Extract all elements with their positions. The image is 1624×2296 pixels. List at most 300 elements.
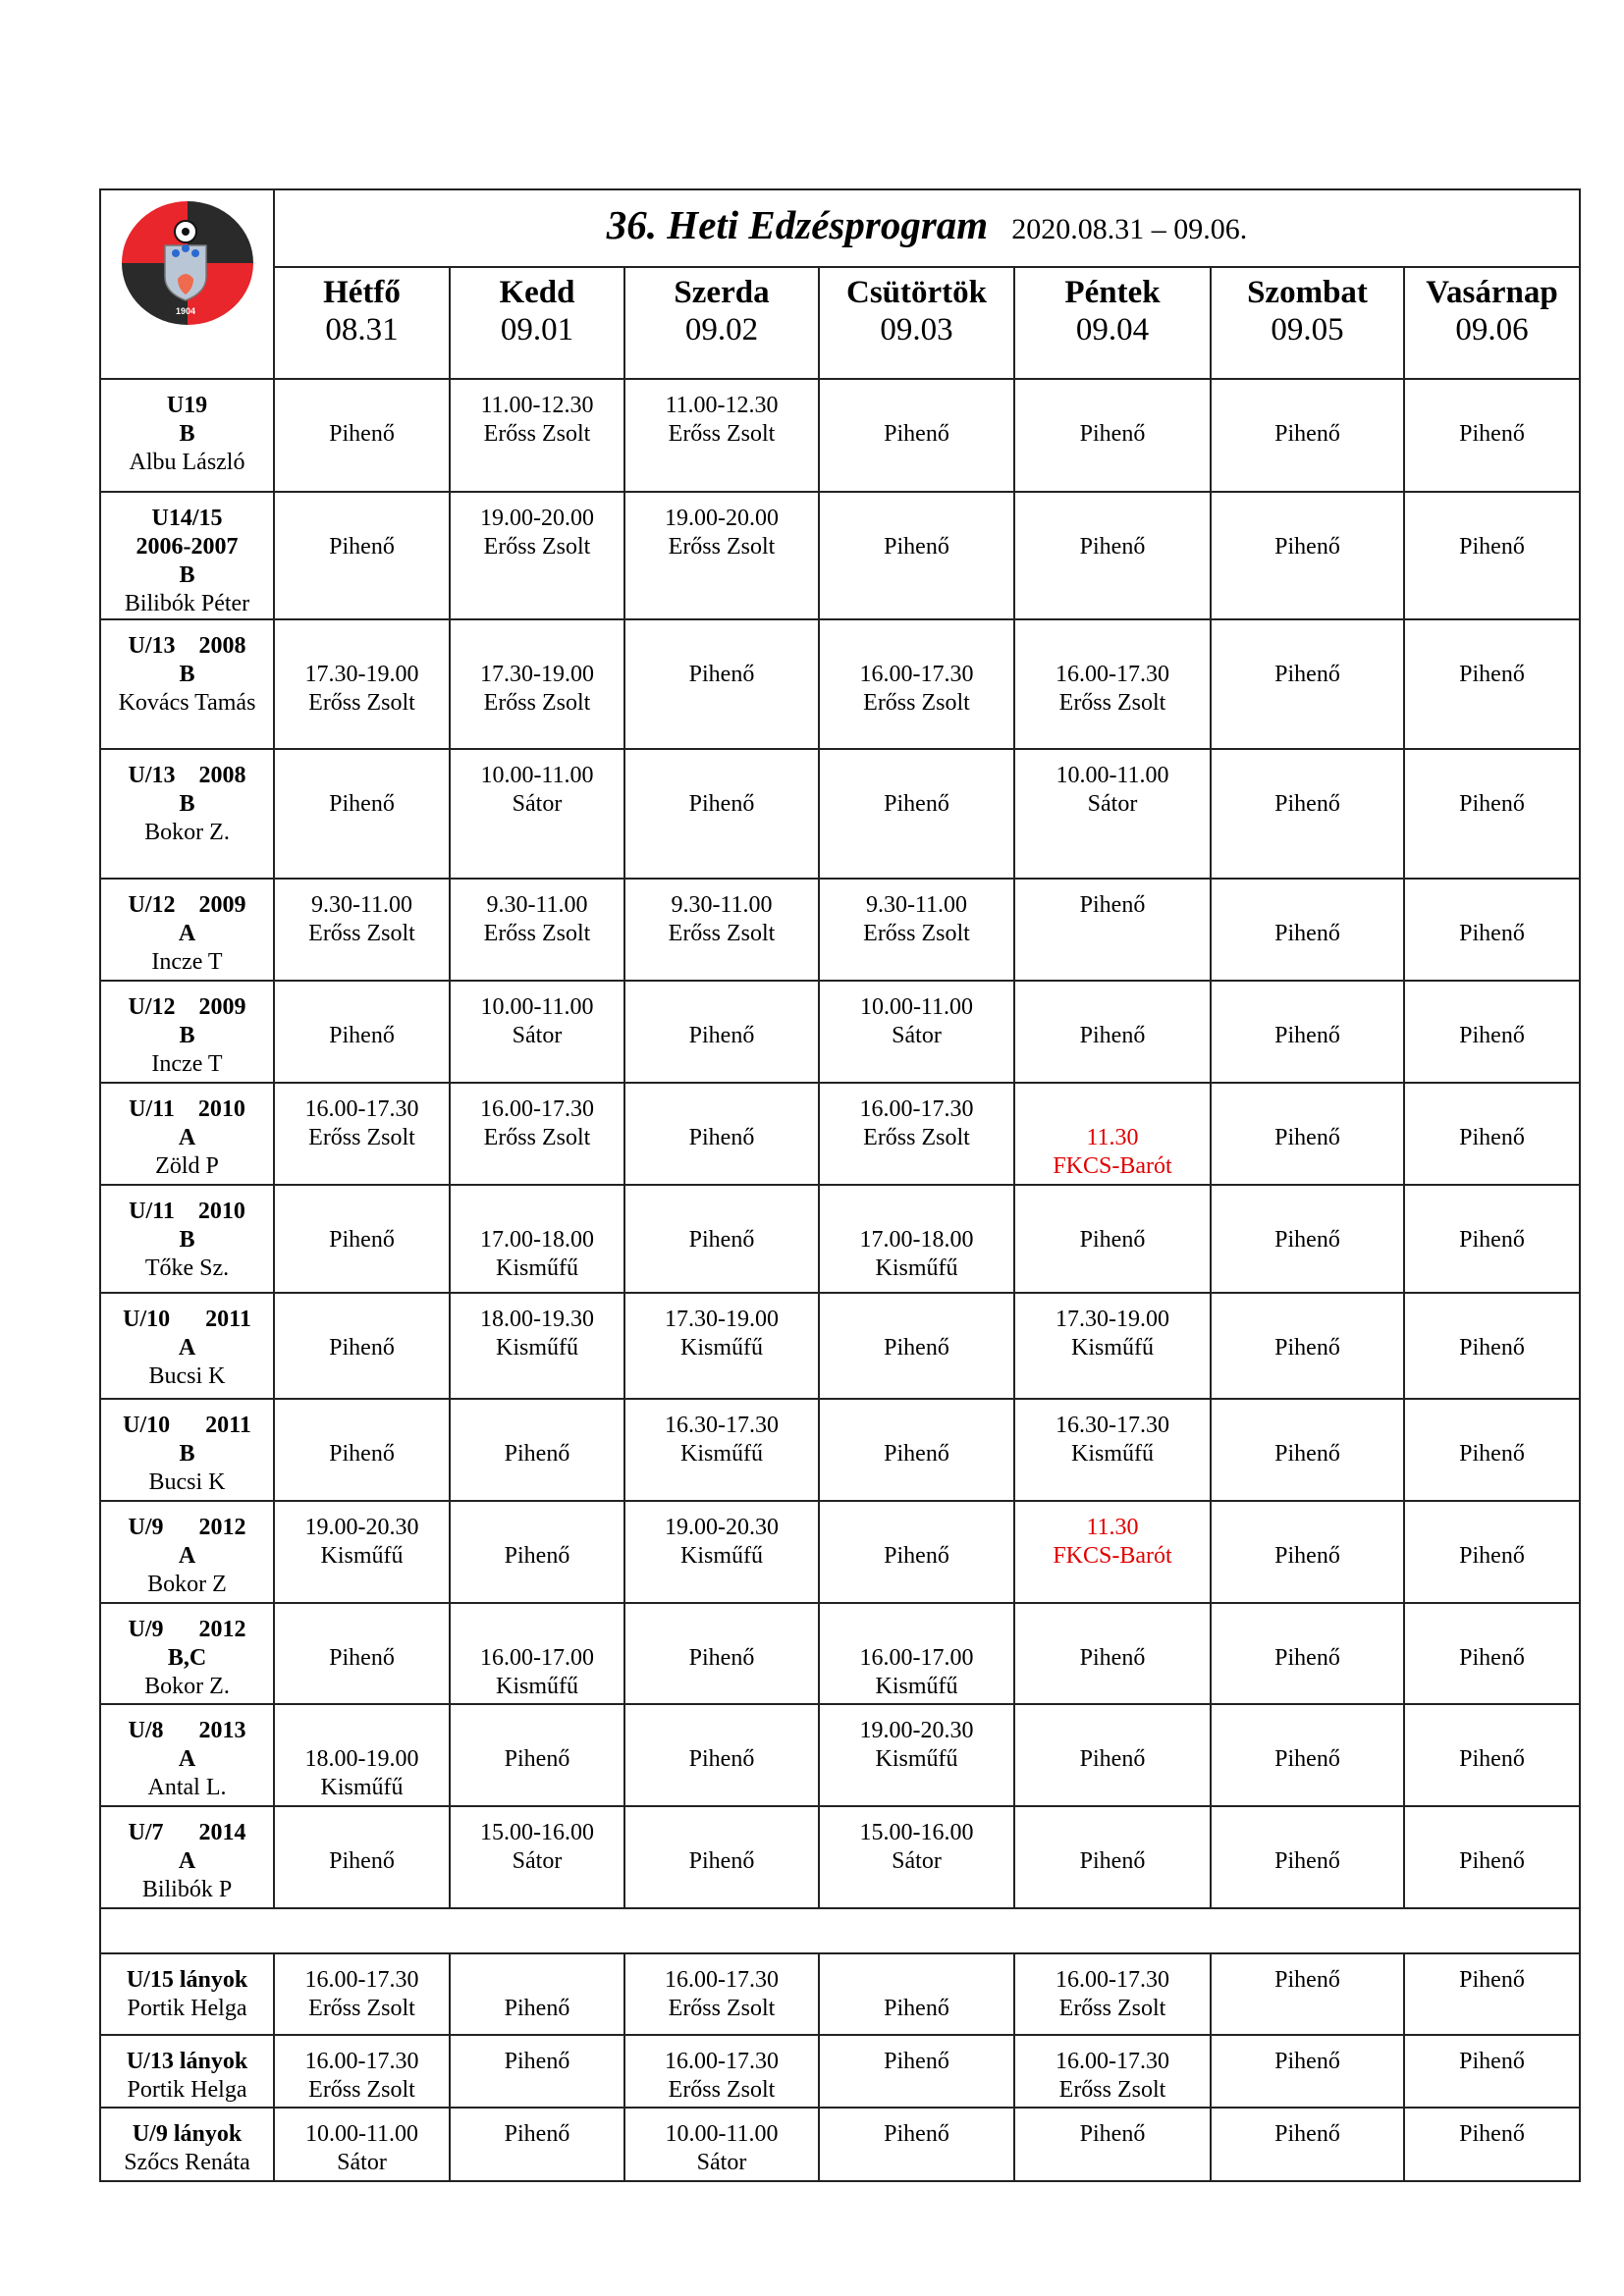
schedule-cell — [450, 492, 624, 619]
schedule-cell — [1014, 619, 1211, 749]
schedule-cell — [1211, 1603, 1404, 1704]
day-name: Hétfő — [323, 275, 401, 310]
coach-name: Incze T — [151, 1051, 223, 1077]
schedule-cell — [819, 1293, 1014, 1399]
team-row — [100, 749, 1580, 879]
team-label — [100, 1603, 274, 1704]
session-time: 10.00-11.00 — [480, 763, 594, 788]
session-place: Kisműfű — [875, 1255, 958, 1281]
session-time: Pihenő — [884, 1441, 949, 1467]
schedule-cell — [274, 981, 450, 1083]
session-time: 17.30-19.00 — [304, 662, 419, 687]
session-time: 16.00-17.30 — [1056, 1967, 1169, 1993]
session-place: Erőss Zsolt — [308, 1125, 415, 1150]
schedule-cell — [450, 2035, 624, 2108]
session-place: Erőss Zsolt — [863, 921, 970, 946]
session-time: Pihenő — [1274, 1645, 1340, 1671]
session-place: Kisműfű — [875, 1674, 958, 1699]
session-time: Pihenő — [688, 1125, 755, 1150]
team-group: U/11 2010 — [129, 1199, 245, 1224]
session-place: Kisműfű — [875, 1746, 958, 1772]
schedule-cell — [450, 1185, 624, 1293]
schedule-cell — [450, 1293, 624, 1399]
schedule-cell — [1014, 1399, 1211, 1501]
schedule-cell — [1404, 619, 1580, 749]
team-row — [100, 379, 1580, 492]
session-time: 11.30 — [1086, 1125, 1139, 1150]
team-group: U/13 2008 — [128, 763, 246, 788]
schedule-cell — [819, 879, 1014, 981]
session-time: 16.00-17.30 — [859, 1096, 974, 1122]
session-time: Pihenő — [504, 1746, 570, 1772]
schedule-cell — [450, 1501, 624, 1603]
session-time: Pihenő — [1459, 1848, 1525, 1874]
session-time: 17.00-18.00 — [859, 1227, 974, 1253]
team-group: U/13 lányok — [126, 2049, 248, 2074]
session-place: Kisműfű — [680, 1543, 763, 1569]
session-time: 10.00-11.00 — [480, 994, 594, 1020]
session-time: Pihenő — [1274, 1543, 1340, 1569]
team-group: B — [179, 1023, 195, 1048]
session-time: Pihenő — [1274, 791, 1340, 817]
session-place: FKCS-Barót — [1053, 1153, 1172, 1179]
session-time: Pihenő — [329, 1023, 395, 1048]
session-time: Pihenő — [1274, 1335, 1340, 1361]
session-time: Pihenő — [329, 1335, 395, 1361]
session-place: Erőss Zsolt — [863, 690, 970, 716]
schedule-cell — [1404, 1806, 1580, 1908]
coach-name: Incze T — [151, 949, 223, 975]
session-time: 16.00-17.30 — [304, 1096, 419, 1122]
schedule-cell — [274, 1501, 450, 1603]
session-time: 9.30-11.00 — [310, 892, 413, 918]
session-time: Pihenő — [1274, 2121, 1340, 2147]
session-time: Pihenő — [1459, 1125, 1525, 1150]
day-header-1 — [450, 267, 624, 379]
day-date: 09.03 — [880, 312, 953, 347]
session-time: Pihenő — [884, 421, 949, 447]
schedule-cell — [624, 1185, 819, 1293]
schedule-cell — [1404, 1399, 1580, 1501]
session-time: Pihenő — [1459, 791, 1525, 817]
day-name: Csütörtök — [845, 275, 987, 310]
day-header-3 — [819, 267, 1014, 379]
session-time: 10.00-11.00 — [665, 2121, 779, 2147]
team-row — [100, 879, 1580, 981]
schedule-cell — [1404, 1293, 1580, 1399]
session-place: Kisműfű — [496, 1335, 578, 1361]
team-group: A — [178, 1746, 196, 1772]
schedule-cell — [819, 492, 1014, 619]
club-logo-cell — [100, 189, 274, 379]
team-row — [100, 1399, 1580, 1501]
session-place: FKCS-Barót — [1053, 1543, 1172, 1569]
schedule-cell — [624, 1293, 819, 1399]
team-group: U/12 2009 — [128, 892, 246, 918]
schedule-cell — [819, 1806, 1014, 1908]
day-date: 09.05 — [1271, 312, 1344, 347]
schedule-cell — [274, 619, 450, 749]
session-place: Erőss Zsolt — [668, 921, 776, 946]
session-place: Erőss Zsolt — [1058, 1996, 1166, 2021]
team-group: U/9 lányok — [132, 2121, 243, 2147]
session-place: Erőss Zsolt — [483, 1125, 591, 1150]
empty-separator-cell — [100, 1908, 1580, 1953]
coach-name: Bokor Z. — [144, 820, 230, 845]
coach-name: Portik Helga — [127, 1996, 247, 2021]
team-row — [100, 981, 1580, 1083]
coach-name: Albu László — [129, 450, 245, 475]
schedule-cell — [1404, 981, 1580, 1083]
session-time: 16.00-17.30 — [304, 2049, 419, 2074]
session-time: Pihenő — [1459, 2121, 1525, 2147]
team-label — [100, 1806, 274, 1908]
schedule-cell — [1211, 2035, 1404, 2108]
session-place: Sátor — [892, 1023, 942, 1048]
session-time: 9.30-11.00 — [486, 892, 588, 918]
schedule-cell — [450, 1603, 624, 1704]
schedule-cell — [624, 2108, 819, 2181]
page-title: 36. Heti Edzésprogram — [606, 201, 989, 247]
schedule-cell — [1404, 379, 1580, 492]
session-time: Pihenő — [1079, 892, 1146, 918]
session-time: Pihenő — [884, 2121, 949, 2147]
session-time: 18.00-19.00 — [304, 1746, 419, 1772]
team-row — [100, 2108, 1580, 2181]
schedule-cell — [1211, 1293, 1404, 1399]
session-time: Pihenő — [1274, 421, 1340, 447]
session-time: 19.00-20.30 — [859, 1718, 974, 1743]
schedule-cell — [1014, 1501, 1211, 1603]
schedule-cell — [1211, 1185, 1404, 1293]
schedule-cell — [1211, 1704, 1404, 1806]
team-group: B — [179, 791, 195, 817]
team-group: B — [179, 1227, 195, 1253]
session-time: 19.00-20.00 — [665, 506, 779, 531]
team-group: B — [179, 562, 195, 588]
schedule-cell — [1211, 492, 1404, 619]
schedule-cell — [1014, 1185, 1211, 1293]
session-place: Erőss Zsolt — [668, 2077, 776, 2103]
session-time: 10.00-11.00 — [1056, 763, 1169, 788]
session-time: Pihenő — [1079, 1848, 1146, 1874]
coach-name: Kovács Tamás — [118, 690, 256, 716]
day-date: 09.02 — [684, 312, 759, 347]
session-time: Pihenő — [504, 2049, 570, 2074]
team-group: B,C — [167, 1645, 207, 1671]
session-time: Pihenő — [1459, 534, 1525, 560]
team-row — [100, 1185, 1580, 1293]
day-header-4 — [1014, 267, 1211, 379]
team-label — [100, 1185, 274, 1293]
session-time: 16.00-17.00 — [480, 1645, 594, 1671]
team-label — [100, 1704, 274, 1806]
session-time: Pihenő — [1459, 1967, 1525, 1993]
session-time: Pihenő — [688, 1645, 755, 1671]
schedule-cell — [1014, 1704, 1211, 1806]
session-time: 16.00-17.30 — [1056, 662, 1169, 687]
schedule-cell — [819, 1953, 1014, 2035]
team-group: U/10 2011 — [123, 1307, 251, 1332]
session-time: Pihenő — [884, 1996, 949, 2021]
coach-name: Szőcs Renáta — [124, 2150, 250, 2175]
team-row — [100, 1293, 1580, 1399]
session-time: Pihenő — [688, 1227, 755, 1253]
schedule-cell — [274, 2108, 450, 2181]
team-group: A — [178, 1335, 196, 1361]
schedule-cell — [274, 2035, 450, 2108]
team-group: B — [179, 662, 195, 687]
session-time: Pihenő — [1459, 1543, 1525, 1569]
session-place: Kisműfű — [320, 1543, 404, 1569]
session-time: Pihenő — [1079, 1746, 1146, 1772]
day-date: 09.04 — [1075, 312, 1150, 347]
session-time: 11.30 — [1086, 1515, 1139, 1540]
schedule-cell — [450, 1806, 624, 1908]
schedule-cell — [624, 1704, 819, 1806]
schedule-cell — [274, 379, 450, 492]
team-label — [100, 2035, 274, 2108]
team-group: U/10 2011 — [123, 1413, 251, 1438]
session-place: Kisműfű — [496, 1674, 578, 1699]
session-time: Pihenő — [1459, 1746, 1525, 1772]
session-time: Pihenő — [504, 1996, 570, 2021]
session-place: Sátor — [512, 1848, 563, 1874]
session-place: Erőss Zsolt — [308, 1996, 415, 2021]
session-time: 10.00-11.00 — [304, 2121, 419, 2147]
session-place: Erőss Zsolt — [668, 534, 776, 560]
session-time: 16.00-17.30 — [480, 1096, 594, 1122]
session-time: Pihenő — [1459, 1227, 1525, 1253]
schedule-cell — [1404, 492, 1580, 619]
coach-name: Antal L. — [147, 1775, 227, 1800]
schedule-cell — [819, 379, 1014, 492]
coach-name: Zöld P — [155, 1153, 219, 1179]
session-time: 16.30-17.30 — [1056, 1413, 1169, 1438]
schedule-cell — [1211, 1953, 1404, 2035]
session-place: Kisműfű — [680, 1335, 763, 1361]
schedule-cell — [1211, 749, 1404, 879]
session-time: Pihenő — [688, 1848, 755, 1874]
session-place: Erőss Zsolt — [308, 2077, 415, 2103]
session-time: Pihenő — [884, 1543, 949, 1569]
schedule-cell — [274, 1083, 450, 1185]
team-label — [100, 1083, 274, 1185]
session-time: Pihenő — [884, 791, 949, 817]
session-time: Pihenő — [329, 421, 395, 447]
session-time: Pihenő — [1459, 2049, 1525, 2074]
team-label — [100, 1399, 274, 1501]
session-time: Pihenő — [1459, 921, 1525, 946]
session-time: 16.00-17.30 — [304, 1967, 419, 1993]
day-header-5 — [1211, 267, 1404, 379]
team-row — [100, 1501, 1580, 1603]
team-label — [100, 1501, 274, 1603]
schedule-cell — [1404, 749, 1580, 879]
team-group: B — [179, 1441, 195, 1467]
session-time: Pihenő — [1079, 1645, 1146, 1671]
session-time: 19.00-20.00 — [480, 506, 594, 531]
session-time: 17.30-19.00 — [480, 662, 594, 687]
schedule-cell — [819, 619, 1014, 749]
session-time: Pihenő — [1274, 1848, 1340, 1874]
session-time: Pihenő — [329, 1441, 395, 1467]
team-group: U/15 lányok — [126, 1967, 248, 1993]
schedule-cell — [274, 1293, 450, 1399]
day-header-2 — [624, 267, 819, 379]
day-name: Szombat — [1247, 275, 1368, 310]
session-place: Erőss Zsolt — [483, 534, 591, 560]
schedule-cell — [624, 1806, 819, 1908]
schedule-cell — [274, 1806, 450, 1908]
schedule-cell — [624, 379, 819, 492]
schedule-cell — [819, 1185, 1014, 1293]
session-time: Pihenő — [1274, 1441, 1340, 1467]
schedule-cell — [450, 619, 624, 749]
session-time: 19.00-20.30 — [665, 1515, 779, 1540]
schedule-cell — [1404, 2035, 1580, 2108]
schedule-cell — [1211, 1501, 1404, 1603]
schedule-cell — [1014, 1953, 1211, 2035]
day-date: 08.31 — [325, 312, 399, 347]
session-time: Pihenő — [1274, 921, 1340, 946]
schedule-cell — [1014, 879, 1211, 981]
coach-name: Bokor Z. — [144, 1674, 230, 1699]
session-place: Erőss Zsolt — [1058, 2077, 1166, 2103]
schedule-cell — [624, 1399, 819, 1501]
session-time: 19.00-20.30 — [304, 1515, 419, 1540]
session-time: 16.00-17.30 — [665, 2049, 779, 2074]
schedule-cell — [274, 1953, 450, 2035]
team-group: A — [178, 1848, 196, 1874]
schedule-cell — [1404, 1704, 1580, 1806]
training-schedule-table — [99, 188, 1581, 2182]
session-time: 11.00-12.30 — [665, 393, 779, 418]
day-name: Kedd — [499, 275, 575, 310]
session-time: Pihenő — [329, 534, 395, 560]
session-time: 16.00-17.00 — [859, 1645, 974, 1671]
session-time: 9.30-11.00 — [671, 892, 773, 918]
schedule-cell — [274, 492, 450, 619]
day-name: Vasárnap — [1426, 275, 1558, 310]
schedule-cell — [1014, 1603, 1211, 1704]
session-place: Sátor — [892, 1848, 942, 1874]
schedule-cell — [450, 749, 624, 879]
team-label — [100, 619, 274, 749]
team-row — [100, 1603, 1580, 1704]
schedule-cell — [819, 1603, 1014, 1704]
day-header-row — [100, 267, 1580, 379]
session-time: Pihenő — [504, 2121, 570, 2147]
session-place: Sátor — [337, 2150, 387, 2175]
session-time: Pihenő — [1079, 1227, 1146, 1253]
team-group: U14/15 — [151, 506, 223, 531]
day-date: 09.06 — [1455, 312, 1529, 347]
schedule-cell — [450, 1704, 624, 1806]
session-place: Erőss Zsolt — [668, 421, 776, 447]
title-row — [100, 189, 1580, 267]
schedule-cell — [1014, 492, 1211, 619]
schedule-cell — [274, 1399, 450, 1501]
session-time: 16.00-17.30 — [859, 662, 974, 687]
team-label — [100, 2108, 274, 2181]
session-time: 15.00-16.00 — [859, 1820, 974, 1845]
session-time: Pihenő — [688, 662, 755, 687]
title-cell — [274, 189, 1580, 267]
schedule-cell — [1211, 981, 1404, 1083]
svg-text:1904: 1904 — [175, 306, 195, 316]
schedule-cell — [450, 1399, 624, 1501]
session-time: Pihenő — [329, 1227, 395, 1253]
schedule-cell — [819, 1083, 1014, 1185]
session-time: 15.00-16.00 — [480, 1820, 594, 1845]
session-place: Sátor — [512, 791, 563, 817]
session-time: Pihenő — [1274, 1023, 1340, 1048]
schedule-cell — [819, 749, 1014, 879]
schedule-cell — [819, 1501, 1014, 1603]
section-separator — [100, 1908, 1580, 1953]
session-time: Pihenő — [504, 1441, 570, 1467]
session-time: Pihenő — [329, 1645, 395, 1671]
session-time: Pihenő — [1459, 1441, 1525, 1467]
session-place: Erőss Zsolt — [863, 1125, 970, 1150]
day-name: Péntek — [1064, 275, 1161, 310]
coach-name: Bucsi K — [148, 1469, 226, 1495]
schedule-cell — [274, 1704, 450, 1806]
session-place: Kisműfű — [320, 1775, 404, 1800]
schedule-cell — [624, 1083, 819, 1185]
session-time: Pihenő — [688, 1023, 755, 1048]
team-group: U/11 2010 — [129, 1096, 245, 1122]
schedule-cell — [1404, 1953, 1580, 2035]
session-time: 17.00-18.00 — [480, 1227, 594, 1253]
schedule-cell — [1404, 879, 1580, 981]
team-label — [100, 379, 274, 492]
schedule-cell — [1404, 1185, 1580, 1293]
schedule-cell — [624, 2035, 819, 2108]
team-group: U19 — [166, 393, 208, 418]
team-group: U/7 2014 — [128, 1820, 246, 1845]
session-time: Pihenő — [1274, 534, 1340, 560]
team-label — [100, 749, 274, 879]
schedule-cell — [274, 879, 450, 981]
schedule-cell — [450, 1083, 624, 1185]
session-place: Sátor — [696, 2150, 747, 2175]
schedule-cell — [1211, 619, 1404, 749]
team-group: 2006-2007 — [135, 534, 239, 560]
session-time: Pihenő — [884, 1335, 949, 1361]
schedule-cell — [1211, 879, 1404, 981]
coach-name: Bilibók P — [141, 1877, 233, 1902]
team-group: U/9 2012 — [128, 1515, 246, 1540]
session-time: Pihenő — [1274, 1227, 1340, 1253]
schedule-cell — [1404, 1083, 1580, 1185]
schedule-cell — [274, 1603, 450, 1704]
team-group: U/13 2008 — [128, 633, 246, 659]
session-place: Erőss Zsolt — [308, 921, 415, 946]
team-group: A — [178, 1125, 196, 1150]
schedule-cell — [1211, 1083, 1404, 1185]
coach-name: Portik Helga — [127, 2077, 247, 2103]
coach-name: Bucsi K — [148, 1363, 226, 1389]
session-time: Pihenő — [688, 1746, 755, 1772]
team-row — [100, 1083, 1580, 1185]
team-row — [100, 1806, 1580, 1908]
schedule-cell — [1014, 1293, 1211, 1399]
session-place: Kisműfű — [1071, 1441, 1154, 1467]
schedule-cell — [1404, 2108, 1580, 2181]
schedule-cell — [1404, 1603, 1580, 1704]
